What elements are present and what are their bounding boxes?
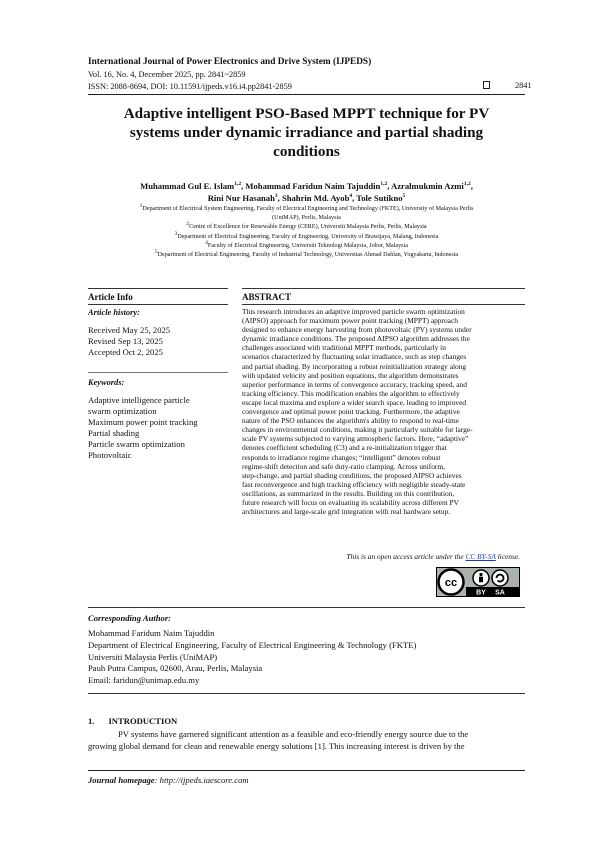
title-line-1: Adaptive intelligent PSO-Based MPPT technique for PV (123, 105, 490, 122)
abstract-line: step-change, and partial shading conditions, the proposed AIPSO achieves (242, 470, 462, 480)
revised-date: Revised Sep 13, 2025 (88, 336, 163, 346)
abstract-head-rule (242, 304, 525, 305)
journal-name: International Journal of Power Electronics and Drive System (IJPEDS) (88, 57, 372, 67)
corresponding-univ: Universiti Malaysia Perlis (UniMAP) (88, 651, 218, 662)
corresponding-bottom-rule (88, 693, 525, 694)
article-info-head-rule (88, 304, 228, 305)
abstract-line: This research introduces an adaptive improved particle swarm optimization (242, 307, 465, 316)
author-name: Muhammad Gul E. Islam (140, 181, 235, 191)
abstract-line: escape local maxima and explore a wider search space, leading to improved (242, 397, 467, 407)
cc-badge-label: cc (444, 577, 458, 589)
introduction-heading (88, 716, 177, 726)
cc-by-sa-link[interactable]: CC BY-SA (465, 552, 496, 561)
affiliation-2 (80, 223, 533, 232)
keyword: Adaptive intelligence particle (88, 395, 190, 405)
affiliation-1 (80, 202, 533, 214)
corresponding-details (88, 628, 416, 687)
author-sep: , (387, 181, 392, 191)
homepage-label: Journal homepage (88, 775, 155, 785)
keyword: Partial shading (88, 428, 140, 438)
abstract-line: challenges associated with traditional MPPT methods, particularly in (242, 343, 446, 353)
abstract-line: responds to irradiance regime changes; “intelligent” denotes robust (242, 452, 441, 462)
abstract-line: tracking efficiency. This modification enables the algorithm to effectively (242, 388, 460, 398)
footer-rule (88, 770, 525, 771)
author-affil-sup: 1,2 (380, 181, 388, 188)
article-info-heading: Article Info (88, 292, 133, 302)
corresponding-dept: Department of Electrical Engineering, Faculty of Electrical Engineering & Technology (FKTE) (88, 639, 417, 650)
keywords-list (88, 395, 198, 461)
received-date: Received May 25, 2025 (88, 325, 171, 335)
sa-label: SA (495, 589, 505, 597)
section-number: 1. (88, 716, 95, 726)
abstract-line: architectures and large-scale grid integration with real hardware setup. (242, 507, 451, 517)
article-history (88, 325, 170, 358)
affil-num: 5 (154, 248, 158, 255)
affil-num: 2 (186, 221, 190, 228)
title-line-2: systems under dynamic irradiance and partial shading (129, 124, 484, 141)
page-number: 2841 (515, 81, 532, 90)
author-name: Azralmukmin Azmi (391, 181, 464, 191)
corresponding-email[interactable]: Email: faridun@unimap.edu.my (88, 675, 200, 686)
intro-line: growing global demand for clean and renewable energy solutions [1]. This increasing interest is driven by the (88, 741, 465, 751)
author-sep: , (352, 193, 357, 203)
keyword: swarm optimization (88, 406, 157, 416)
abstract-line: and partial shading. By incorporating a robust reinitialization strategy along (242, 361, 467, 371)
corresponding-name: Mohammad Faridum Naim Tajuddin (88, 628, 215, 638)
abstract-body (242, 307, 520, 516)
keywords-rule (88, 372, 228, 373)
affil-num: 4 (205, 239, 208, 246)
license-note (242, 552, 520, 561)
keyword: Particle swarm optimization (88, 439, 185, 449)
affil-text: Centre of Excellence for Renewable Energy (CERE), Universiti Malaysia Perlis, Perlis, Malaysia (189, 224, 427, 231)
affil-text: Department of Electrical System Engineering, Faculty of Electrical Engineering and Technology (FKTE), University of Malaysia Perlis (142, 206, 474, 212)
affil-num: 3 (174, 230, 178, 237)
keywords-heading: Keywords: (88, 378, 125, 387)
affiliation-4 (80, 239, 533, 251)
section-title: INTRODUCTION (108, 716, 178, 726)
abstract-line: designed to enhance energy harvesting from photovoltaic (PV) systems under (242, 325, 472, 335)
abstract-line: scenarios characterized by fluctuating solar irradiance, such as step changes (242, 352, 467, 362)
abstract-line: scale PV systems subjected to varying atmospheric factors. Here, “adaptive” (242, 434, 469, 444)
keyword: Photovoltaic (88, 450, 132, 460)
article-info-top-rule (88, 288, 228, 289)
keyword: Maximum power point tracking (88, 417, 198, 427)
author-name: Shahrin Md. Ayob (281, 193, 350, 203)
journal-homepage (88, 775, 249, 785)
author-name: Rini Nur Hasanah (207, 193, 275, 203)
author-list (88, 180, 525, 204)
author-name: Tole Sutikno (356, 193, 403, 203)
accepted-date: Accepted Oct 2, 2025 (88, 347, 163, 357)
header-rule (88, 94, 525, 95)
abstract-line: changes in environmental conditions, making it particularly suitable for large- (242, 425, 473, 435)
square-icon (483, 81, 490, 89)
license-prefix: This is an open access article under the (346, 552, 466, 561)
affil-num: 1 (139, 202, 143, 209)
author-sep: , (470, 181, 473, 191)
title-line-3: conditions (273, 143, 340, 160)
author-affil-sup: 1,2 (463, 181, 471, 188)
abstract-line: nature of the PSO enhances the algorithm's ability to respond to real-time (242, 416, 460, 426)
affil-text: Department of Electrical Engineering, Faculty of Industrial Technology, Universitas Ahmad Dahlan, Yogyakarta, Indonesia (157, 252, 459, 259)
abstract-heading: ABSTRACT (242, 292, 292, 302)
affil-text: Faculty of Electrical Engineering, Universiti Teknologi Malaysia, Johor, Malaysia (207, 242, 408, 249)
introduction-body (88, 728, 525, 752)
issn-doi: ISSN: 2088-8694, DOI: 10.11591/ijpeds.v16.i4.pp2841-2859 (88, 82, 292, 91)
affiliation-1-cont: (UniMAP), Perlis, Malaysia (272, 215, 341, 222)
article-history-heading: Article history: (88, 308, 140, 317)
author-affil-sup: 4 (349, 193, 353, 200)
homepage-colon: : (154, 775, 160, 785)
abstract-line: fast reconvergence and high tracking efficiency with negligible steady-state (242, 479, 466, 489)
affiliation-5 (80, 248, 533, 260)
abstract-line: oscillations, as summarized in the results. Building on this contribution, (242, 488, 455, 498)
intro-line: PV systems have garnered significant attention as a feasible and eco-friendly energy source due to the (118, 729, 469, 739)
volume-info: Vol. 16, No. 4, December 2025, pp. 2841~2859 (88, 70, 246, 79)
sa-share-alike-icon (492, 570, 508, 586)
abstract-line: (AIPSO) approach for maximum power point tracking (MPPT) approach (242, 316, 458, 326)
abstract-line: convergence and optimal power point tracking. Furthermore, the adaptive (242, 407, 460, 417)
affil-text: Department of Electrical Engineering, Faculty of Engineering, University of Brawijaya, Malang, Indonesia (177, 233, 439, 240)
abstract-line: dynamic irradiance conditions. The proposed AIPSO algorithm addresses the (242, 334, 470, 344)
corresponding-rule (88, 607, 525, 608)
corresponding-heading: Corresponding Author: (88, 613, 172, 623)
affiliation-3 (80, 230, 533, 242)
author-sep: , (277, 193, 282, 203)
paper-title (88, 104, 525, 161)
abstract-line: regime-shift detection and safe duty-ratio clamping. Across uniform, (242, 461, 445, 471)
homepage-link[interactable]: http://ijpeds.iaescore.com (159, 775, 249, 785)
author-affil-sup: 3 (274, 193, 278, 200)
by-label: BY (476, 589, 486, 597)
author-name: Mohammad Faridun Naim Tajuddin (245, 181, 381, 191)
affiliations (80, 202, 533, 260)
abstract-top-rule (242, 288, 525, 289)
abstract-line: superior performance in terms of convergence accuracy, tracking speed, and (242, 379, 467, 389)
corresponding-address: Pauh Putra Campus, 02600, Arau, Perlis, Malaysia (88, 663, 263, 674)
author-sep: , (241, 181, 246, 191)
author-affil-sup: 1,2 (234, 181, 242, 188)
abstract-line: future research will focus on evaluating its scalability across different PV (242, 497, 459, 507)
author-affil-sup: 5 (402, 193, 406, 200)
license-suffix: license. (495, 552, 520, 561)
abstract-line: denotes coefficient scheduling (C3) and a re-initialization trigger that (242, 443, 447, 453)
cc-by-sa-badge[interactable] (436, 567, 520, 597)
abstract-line: with updated velocity and position equations, the algorithm demonstrates (242, 370, 459, 380)
